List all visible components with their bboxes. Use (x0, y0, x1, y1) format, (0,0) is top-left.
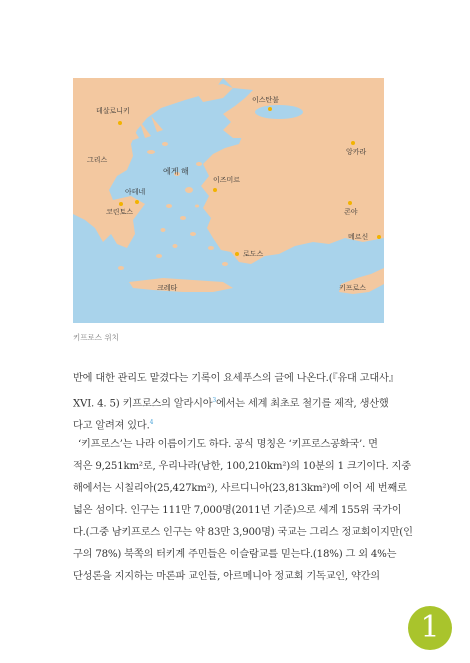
label-ankara: 앙카라 (346, 148, 367, 156)
label-thessaloniki: 데살로니키 (96, 107, 130, 115)
city-dot-thessaloniki (118, 121, 122, 125)
text-line: 반에 대한 관리도 맡겼다는 기록이 요세푸스의 글에 나온다.(『유대 고대사』 (73, 373, 399, 384)
label-rhodes: 로도스 (243, 250, 264, 258)
label-aegean-sea: 에게 해 (163, 167, 189, 176)
text-line: 다.(그중 남키프로스 인구는 약 83만 3,900명) 국교는 그리스 정교회이지만(인 (73, 527, 413, 538)
map-cyprus-location (73, 78, 384, 323)
label-athens: 아테네 (125, 188, 146, 196)
label-mersin: 메르신 (348, 233, 369, 241)
footnote-marker: 3 (212, 397, 216, 404)
label-izmir: 이즈미르 (213, 176, 241, 184)
body-paragraph-1 (73, 368, 399, 434)
body-paragraph-2 (73, 434, 413, 588)
city-dot-rhodes (235, 252, 239, 256)
city-dot-konya (348, 201, 352, 205)
label-cyprus: 키프로스 (339, 284, 367, 292)
text-line: 구의 78%) 북쪽의 터키계 주민들은 이슬람교를 믿는다.(18%) 그 외 4%는 (73, 549, 397, 560)
text-line: 적은 9,251km²로, 우리나라(남한, 100,210km²)의 10분의 1 크기이다. 지중 (73, 461, 411, 472)
label-crete: 크레타 (157, 284, 178, 292)
text-line: 넓은 섬이다. 인구는 111만 7,000명(2011년 기준)으로 세계 155위 국가이 (73, 505, 402, 516)
label-greece: 그리스 (87, 156, 108, 164)
label-konya: 콘야 (344, 208, 358, 216)
city-dot-mersin (377, 235, 381, 239)
text-line: ‘키프로스’는 나라 이름이기도 하다. 공식 명칭은 ‘키프로스공화국’. 면 (78, 439, 378, 450)
city-dot-corinth (119, 202, 123, 206)
text-line: 다고 알려져 있다.$^4$ (73, 419, 154, 432)
map-caption: 키프로스 위치 (73, 333, 119, 342)
city-dot-istanbul (268, 107, 272, 111)
text-line: XVI. 4. 5) 키프로스의 알라시아$^3$에서는 세계 최초로 철기를 제작, 생산했 (73, 397, 389, 410)
city-dot-ankara (351, 141, 355, 145)
text-line: 단성론을 지지하는 마론파 교인들, 아르메니아 정교회 기독교인, 약간의 (73, 571, 380, 582)
footnote-marker: 4 (149, 419, 154, 426)
page-number-badge: 1 (408, 606, 452, 650)
city-dot-izmir (213, 188, 217, 192)
city-dot-athens (135, 200, 139, 204)
label-istanbul: 이스탄불 (252, 96, 280, 104)
label-corinth: 코린토스 (106, 208, 134, 216)
text-line: 해에서는 시칠리아(25,427km²), 사르디니아(23,813km²)에 이어 세 번째로 (73, 483, 407, 494)
